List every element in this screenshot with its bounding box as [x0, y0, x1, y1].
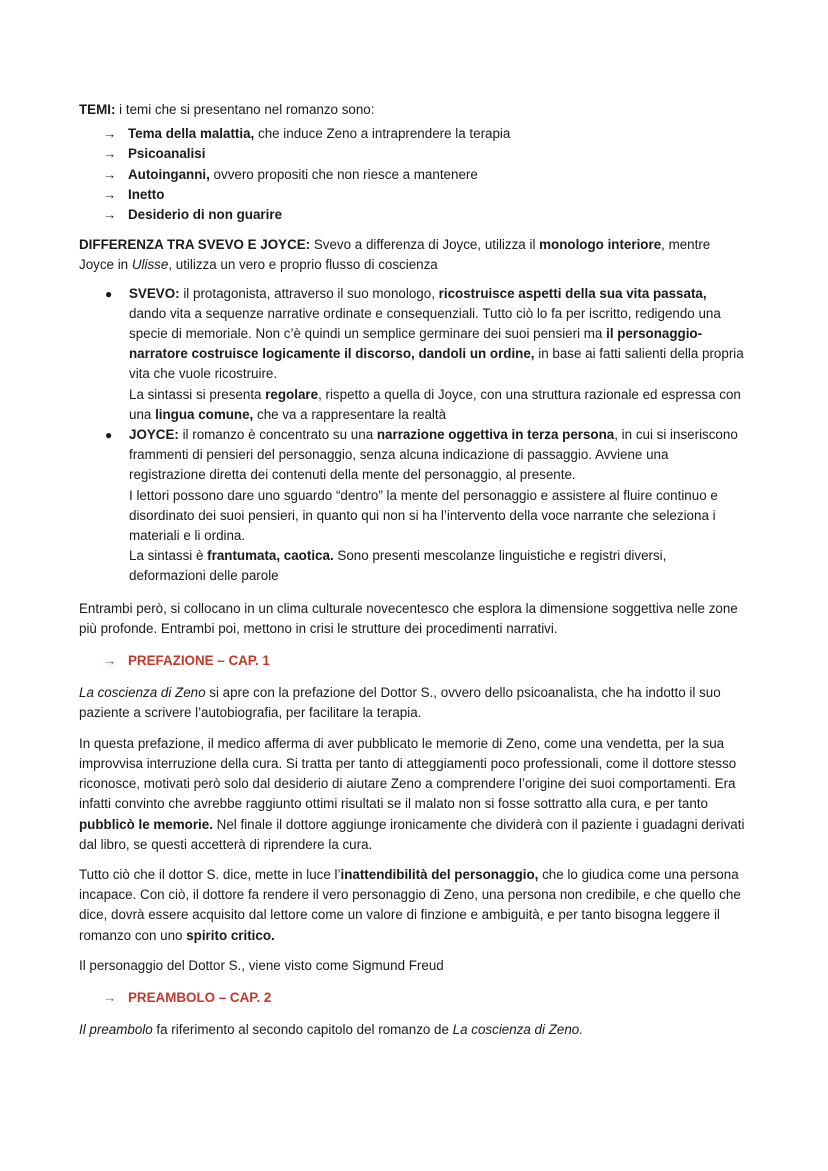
arrow-icon: → — [103, 166, 117, 182]
prefazione-heading: → PREFAZIONE – CAP. 1 — [79, 651, 745, 671]
comparison-list — [79, 284, 745, 587]
list-item: → Desiderio di non guarire — [103, 205, 745, 225]
list-item: → Autoinganni, ovvero propositi che non riesce a mantenere — [103, 165, 745, 185]
entrambi-paragraph: Entrambi però, si collocano in un clima culturale novecentesco che esplora la dimensione soggettiva nelle zone più profonde. Entrambi poi, mettono in crisi le strutture dei procedimenti narrativi. — [79, 600, 738, 636]
list-item: → Inetto — [103, 185, 745, 205]
preambolo-paragraph: Il preambolo fa riferimento al secondo capitolo del romanzo de La coscienza di Zeno. — [79, 1022, 583, 1038]
differenza-paragraph: DIFFERENZA TRA SVEVO E JOYCE: Svevo a differenza di Joyce, utilizza il monologo interiore, mentre Joyce in Ulisse, utilizza un vero e proprio flusso di coscienza — [79, 237, 711, 273]
document-page — [79, 100, 745, 1040]
prefazione-paragraph-2: In questa prefazione, il medico afferma di aver pubblicato le memorie di Zeno, come una vendetta, per la sua improvvisa interruzione della cura. Si tratta per tanto di atteggiamenti poco professionali, come il dottore stesso riconosce, motivati però solo dal desiderio di aiutare Zeno a comprendere l’origine dei suoi comportamenti. Era infatti convinto che avrebbe raggiunto ottimi risultati se il malato non si fosse sottratto alla cura, e per tanto pubblicò le memorie. Nel finale il dottore aggiunge ironicamente che dividerà con il paziente i guadagni derivati dal libro, se questi accetterà di riprendere la cura. — [79, 735, 745, 852]
bullet-icon: ● — [105, 286, 113, 301]
preambolo-heading: → PREAMBOLO – CAP. 2 — [79, 988, 745, 1008]
arrow-icon: → — [103, 989, 117, 1005]
arrow-icon: → — [103, 653, 117, 669]
arrow-icon: → — [103, 146, 117, 162]
prefazione-paragraph-4: Il personaggio del Dottor S., viene visto come Sigmund Freud — [79, 957, 444, 973]
bullet-icon: ● — [105, 428, 113, 443]
list-item-svevo: ● SVEVO: il protagonista, attraverso il suo monologo, ricostruisce aspetti della sua vita passata, dando vita a sequenze narrative ordinate e consequenziali. Tutto ciò lo fa per iscritto, redigendo una specie di memoriale. Non c’è quindi un semplice germinare dei suoi pensieri ma il personaggio-narratore costruisce logicamente il discorso, dandoli un ordine, in base ai fatti salienti della propria vita che vuole ricostruire. La sintassi si presenta regolare, rispetto a quella di Joyce, con una struttura razionale ed espressa con una lingua comune, che va a rappresentare la realtà — [105, 284, 745, 425]
arrow-icon: → — [103, 186, 117, 202]
temi-intro: TEMI: i temi che si presentano nel romanzo sono: — [79, 102, 375, 117]
prefazione-paragraph-3: Tutto ciò che il dottor S. dice, mette in luce l’inattendibilità del personaggio, che lo giudica come una persona incapace. Con ciò, il dottore fa rendere il vero personaggio di Zeno, una persona non credibile, e che quello che dice, dovrà essere acquisito dal lettore come un valore di finzione e ambiguità, e per tanto bisogna leggere il romanzo con uno spirito critico. — [79, 866, 741, 943]
arrow-icon: → — [103, 207, 117, 223]
list-item: → Psicoanalisi — [103, 144, 745, 164]
list-item-joyce: ● JOYCE: il romanzo è concentrato su una narrazione oggettiva in terza persona, in cui si inseriscono frammenti di pensieri del personaggio, senza alcuna indicazione di passaggio. Avviene una registrazione diretta dei contenuti della mente del personaggio, al presente. I lettori possono dare uno sguardo “dentro” la mente del personaggio e assistere al fluire continuo e disordinato dei suoi pensieri, in quanto qui non si ha l’intervento della voce narrante che seleziona i materiali e li ordina. La sintassi è frantumata, caotica. Sono presenti mescolanze linguistiche e registri diversi, deformazioni delle parole — [105, 425, 745, 587]
temi-list — [79, 124, 745, 225]
list-item: → Tema della malattia, che induce Zeno a intraprendere la terapia — [103, 124, 745, 144]
arrow-icon: → — [103, 126, 117, 142]
prefazione-paragraph-1: La coscienza di Zeno si apre con la prefazione del Dottor S., ovvero dello psicoanalista, che ha indotto il suo paziente a scrivere l’autobiografia, per facilitare la terapia. — [79, 685, 721, 721]
